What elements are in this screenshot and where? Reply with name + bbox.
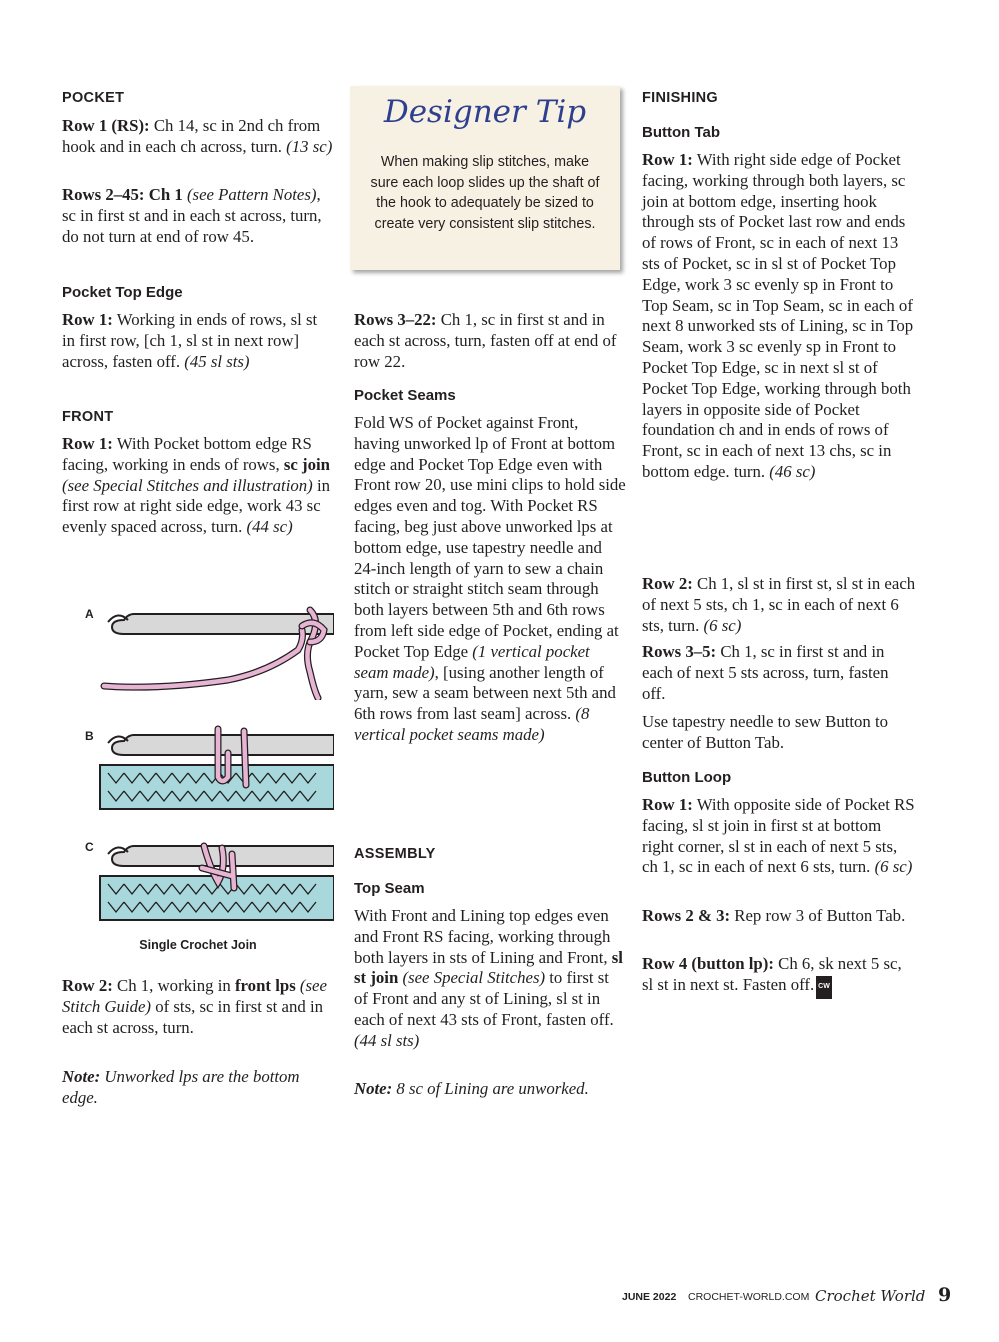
front-row2-text-b: of sts, sc in first st and in each st across, turn.	[62, 996, 324, 1037]
front-note-text: Unworked lps are the bottom edge.	[62, 1067, 300, 1107]
top-edge-row1	[62, 310, 334, 372]
top-seam-text-b: to first st of Front and any st of Lining, sl st in each of next 43 sts of Front, fasten off.	[354, 968, 614, 1029]
button-tab-rows3-5	[642, 642, 916, 704]
front-note	[62, 1067, 334, 1109]
lining-note-label: Note:	[354, 1079, 393, 1098]
front-row2-text-a: Ch 1, working in	[112, 976, 235, 995]
button-tab-rows3-5-label: Rows 3–5:	[642, 642, 717, 661]
button-loop-rows2-3	[642, 906, 916, 927]
button-loop-row4-label: Row 4 (button lp):	[642, 954, 774, 973]
button-loop-row1-label: Row 1:	[642, 795, 693, 814]
front-row1-bold: sc join	[283, 454, 330, 474]
button-loop-row4	[642, 954, 916, 999]
footer-date: JUNE 2022	[622, 1291, 677, 1303]
pocket-seams-text-b: , [using another length of yarn, sew a seam between next 5th and 6th rows from last seam] across.	[354, 662, 616, 724]
top-seam-bold: sl st join	[354, 947, 623, 988]
figure-label-c: C	[85, 840, 94, 854]
pocket-seams-italic-b: (8 vertical pocket seams made)	[354, 704, 590, 744]
figure-caption: Single Crochet Join	[139, 938, 257, 952]
pocket-row1-text: Ch 14, sc in 2nd ch from hook and in each ch across, turn.	[62, 116, 321, 156]
figure-label-b: B	[85, 729, 94, 743]
pocket-rows2-note: (see Pattern Notes)	[182, 185, 317, 204]
top-seam-count: (44 sl sts)	[354, 1030, 420, 1050]
footer-site: CROCHET-WORLD.COM	[688, 1291, 810, 1303]
lining-note-text: 8 sc of Lining are unworked.	[392, 1079, 589, 1098]
front-row1-italic: (see Special Stitches and illustration)	[62, 475, 313, 495]
front-note-label: Note:	[62, 1067, 101, 1086]
front-row2	[62, 976, 334, 1038]
front-heading: FRONT	[62, 409, 114, 425]
top-seam-text	[354, 906, 626, 1052]
button-tab-row2-label: Row 2:	[642, 574, 693, 593]
pocket-heading: POCKET	[62, 90, 125, 106]
button-tab-row1-count: (46 sc)	[769, 461, 816, 481]
designer-tip-title: Designer Tip	[383, 94, 587, 130]
button-loop-rows2-3-label: Rows 2 & 3:	[642, 906, 731, 925]
front-row2-bold: front lps	[234, 976, 296, 995]
button-loop-row1-count: (6 sc)	[874, 857, 913, 877]
rows3-22-text: Ch 1, sc in first st and in each st across, turn, fasten off at end of row 22.	[354, 310, 617, 371]
pocket-rows2-text: , sc in first st and in each st across, turn, do not turn at end of row 45.	[62, 185, 322, 246]
button-loop-row4-text: Ch 6, sk next 5 sc, sl st in next st. Fasten off.	[642, 954, 902, 994]
designer-tip-text: When making slip stitches, make sure each loop slides up the shaft of the hook to adequately be sized to create very consistent slip stitches.	[370, 154, 600, 232]
button-loop-row1-text: With opposite side of Pocket RS facing, sl st join in first st at bottom right corner, sl st in each of next 5 sts, ch 1, sc in each of next 6 sts, turn.	[642, 795, 915, 877]
top-edge-row1-text: Working in ends of rows, sl st in first row, [ch 1, sl st in next row] across, fasten off.	[62, 310, 318, 371]
button-tab-row2	[642, 574, 916, 636]
button-tab-sew: Use tapestry needle to sew Button to center of Button Tab.	[642, 712, 889, 752]
footer-magazine: Crochet World	[815, 1287, 926, 1305]
front-row1-text-b: in first row at right side edge, work 43 sc evenly spaced across, turn.	[62, 475, 330, 537]
button-tab-row1-label: Row 1:	[642, 150, 693, 169]
cw-end-mark-icon: CW	[816, 976, 832, 999]
top-seam-italic: (see Special Stitches)	[398, 968, 546, 988]
top-seam-heading: Top Seam	[354, 880, 425, 897]
button-tab-row2-text: Ch 1, sl st in first st, sl st in each of next 5 sts, ch 1, sc in each of next 6 sts, turn.	[642, 574, 916, 635]
page-footer	[600, 1286, 960, 1310]
figure-label-a: A	[85, 607, 94, 621]
pocket-row1-label: Row 1 (RS):	[62, 116, 150, 135]
top-seam-text-a: With Front and Lining top edges even and Front RS facing, working through both layers in sts of Lining and Front,	[354, 906, 612, 967]
hook-yarn-illustration-b	[98, 725, 334, 815]
pocket-seams-text-a: Fold WS of Pocket against Front, having unworked lp of Front at bottom edge and Pocket Top Edge even with Front row 20, use mini clips to hold side edges even and tog. With Pocket RS facing, beg just above unworked lps at bottom edge, use tapestry needle and 24-inch length of yarn to sew a chain stitch or straight stitch seam through both layers between 5th and 6th rows from left side edge of Pocket, ending at Pocket Top Edge	[354, 413, 626, 661]
button-tab-rows3-5-text: Ch 1, sc in first st and in each of next 5 sts across, turn, fasten off.	[642, 642, 889, 703]
button-tab-row1	[642, 150, 916, 483]
finishing-heading: FINISHING	[642, 90, 719, 106]
pocket-row1	[62, 116, 334, 158]
pocket-rows2	[62, 185, 334, 247]
pocket-top-edge-heading: Pocket Top Edge	[62, 284, 183, 301]
hook-yarn-illustration-c	[98, 838, 334, 924]
front-row1-count: (44 sc)	[246, 517, 293, 537]
designer-tip-box	[350, 86, 620, 270]
pocket-seams-heading: Pocket Seams	[354, 387, 456, 404]
button-tab-row1-text: With right side edge of Pocket facing, working through both layers, sc join at bottom edge, inserting hook through sts of Pocket last row and ends of rows of Front, sc in each of next 13 sts of Pocket, sc in sl st of Pocket Top Edge, work 3 sc evenly sp in Front to Top Seam, sc in Top Seam, sc in each of next 8 unworked sts of Lining, sc in Top Seam, work 3 sc evenly sp in Front to Pocket Top Edge, sc in next sl st of Pocket Top Edge, working through both layers in opposite side of Pocket foundation ch and in ends of rows of Front, sc in each of next 13 chs, sc in bottom edge. turn.	[642, 150, 914, 481]
button-loop-rows2-3-text: Rep row 3 of Button Tab.	[730, 906, 906, 925]
footer-page-number: 9	[938, 1284, 952, 1306]
front-row2-italic: (see Stitch Guide)	[62, 976, 327, 1016]
pocket-seams-text	[354, 413, 626, 746]
front-row2-label: Row 2:	[62, 976, 113, 995]
pocket-row1-count: (13 sc)	[286, 136, 333, 156]
lining-note	[354, 1079, 626, 1100]
rows3-22-label: Rows 3–22:	[354, 310, 437, 329]
pocket-rows2-label: Rows 2–45: Ch 1	[62, 185, 183, 204]
top-edge-row1-label: Row 1:	[62, 310, 113, 329]
pocket-seams-italic-a: (1 vertical pocket seam made)	[354, 641, 590, 682]
assembly-heading: ASSEMBLY	[354, 846, 436, 862]
front-row1	[62, 434, 334, 538]
rows3-22	[354, 310, 626, 372]
hook-yarn-illustration-a	[98, 600, 334, 700]
button-loop-row1	[642, 795, 916, 878]
top-edge-row1-count: (45 sl sts)	[184, 351, 250, 371]
front-row1-text-a: With Pocket bottom edge RS facing, working in ends of rows,	[62, 434, 312, 474]
button-tab-row2-count: (6 sc)	[703, 615, 742, 635]
button-loop-heading: Button Loop	[642, 769, 732, 786]
front-row1-label: Row 1:	[62, 434, 113, 453]
button-tab-heading: Button Tab	[642, 124, 721, 141]
